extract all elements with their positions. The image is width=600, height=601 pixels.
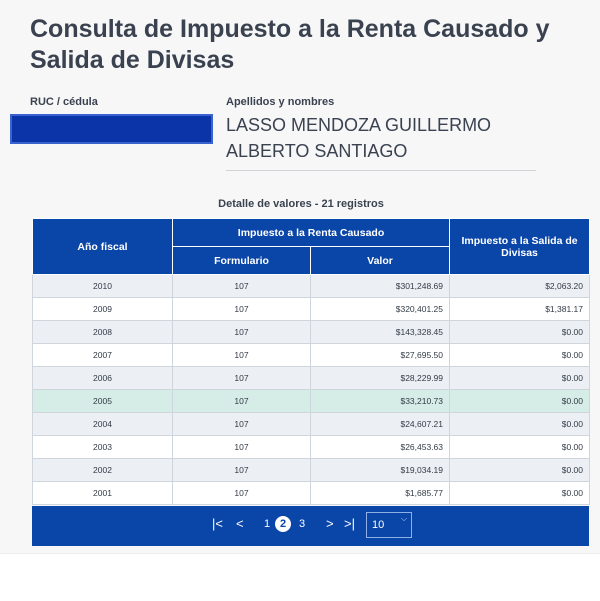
cell-value: $33,210.73	[311, 390, 450, 413]
cell-form: 107	[173, 390, 311, 413]
lower-blank-area	[0, 553, 600, 601]
chevron-down-icon: ⌵	[401, 514, 408, 523]
next-page-icon[interactable]: >	[326, 516, 334, 531]
cell-divisas: $0.00	[450, 436, 590, 459]
page-button-3[interactable]: 3	[299, 518, 306, 530]
table-row-highlighted[interactable]	[33, 390, 590, 413]
cell-value: $320,401.25	[311, 298, 450, 321]
header-divisas: Impuesto a la Salida de Divisas	[450, 219, 590, 275]
cell-value: $1,685.77	[311, 482, 450, 505]
cell-form: 107	[173, 275, 311, 298]
pagination-bar	[32, 506, 589, 546]
cell-divisas: $0.00	[450, 482, 590, 505]
cell-form: 107	[173, 321, 311, 344]
table-row[interactable]	[33, 275, 590, 298]
cell-form: 107	[173, 367, 311, 390]
cell-year: 2006	[33, 367, 173, 390]
cell-divisas: $0.00	[450, 413, 590, 436]
cell-year: 2001	[33, 482, 173, 505]
cell-year: 2007	[33, 344, 173, 367]
cell-divisas: $0.00	[450, 459, 590, 482]
header-form: Formulario	[173, 247, 311, 275]
header-value: Valor	[311, 247, 450, 275]
taxpayer-name: LASSO MENDOZA GUILLERMO ALBERTO SANTIAGO	[226, 112, 536, 171]
cell-divisas: $2,063.20	[450, 275, 590, 298]
cell-form: 107	[173, 436, 311, 459]
page-title: Consulta de Impuesto a la Renta Causado y Salida de Divisas	[30, 15, 550, 74]
detail-title: Detalle de valores - 21 registros	[218, 198, 384, 210]
table-row[interactable]	[33, 459, 590, 482]
table-row[interactable]	[33, 413, 590, 436]
cell-year: 2003	[33, 436, 173, 459]
page-size-select[interactable]	[366, 512, 412, 538]
first-page-icon[interactable]: |<	[212, 516, 223, 531]
cell-form: 107	[173, 482, 311, 505]
cell-value: $26,453.63	[311, 436, 450, 459]
cell-divisas: $0.00	[450, 344, 590, 367]
tax-values-table	[32, 218, 590, 505]
table-row[interactable]	[33, 321, 590, 344]
table-row[interactable]	[33, 367, 590, 390]
cell-form: 107	[173, 459, 311, 482]
cell-value: $19,034.19	[311, 459, 450, 482]
cell-value: $143,328.45	[311, 321, 450, 344]
page-size-value: 10	[372, 519, 385, 531]
cell-form: 107	[173, 413, 311, 436]
table-row[interactable]	[33, 298, 590, 321]
page-button-1[interactable]: 1	[264, 518, 271, 530]
cell-form: 107	[173, 344, 311, 367]
cell-year: 2002	[33, 459, 173, 482]
table-row[interactable]	[33, 344, 590, 367]
cell-year: 2010	[33, 275, 173, 298]
names-label: Apellidos y nombres	[226, 96, 335, 108]
cell-year: 2004	[33, 413, 173, 436]
header-income-tax: Impuesto a la Renta Causado	[173, 219, 450, 247]
cell-value: $28,229.99	[311, 367, 450, 390]
cell-year: 2005	[33, 390, 173, 413]
cell-divisas: $0.00	[450, 367, 590, 390]
ruc-redacted-field	[10, 114, 213, 144]
cell-divisas: $0.00	[450, 390, 590, 413]
table-row[interactable]	[33, 482, 590, 505]
cell-year: 2008	[33, 321, 173, 344]
ruc-label: RUC / cédula	[30, 96, 98, 108]
cell-year: 2009	[33, 298, 173, 321]
cell-value: $24,607.21	[311, 413, 450, 436]
table-row[interactable]	[33, 436, 590, 459]
cell-divisas: $0.00	[450, 321, 590, 344]
page-button-2-current[interactable]: 2	[275, 516, 291, 532]
previous-page-icon[interactable]: <	[236, 516, 244, 531]
header-year: Año fiscal	[33, 219, 173, 275]
last-page-icon[interactable]: >|	[344, 516, 355, 531]
cell-value: $301,248.69	[311, 275, 450, 298]
cell-form: 107	[173, 298, 311, 321]
cell-value: $27,695.50	[311, 344, 450, 367]
cell-divisas: $1,381.17	[450, 298, 590, 321]
